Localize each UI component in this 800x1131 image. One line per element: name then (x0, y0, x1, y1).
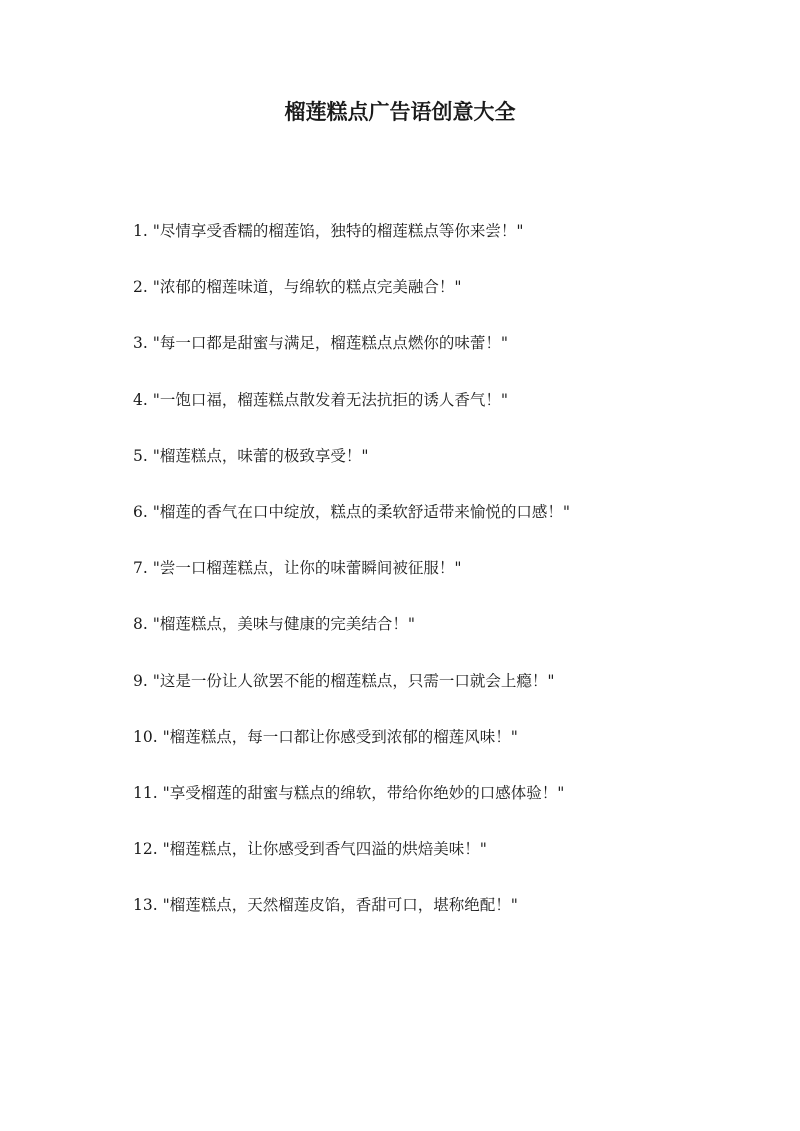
item-number: 7. (133, 559, 148, 578)
item-text: "享受榴莲的甜蜜与糕点的绵软，带给你绝妙的口感体验！" (162, 783, 565, 802)
item-number: 5. (133, 446, 148, 465)
item-number: 1. (133, 222, 148, 240)
list-item (133, 497, 753, 527)
item-text: "这是一份让人欲罢不能的榴莲糕点，只需一口就会上瘾！" (152, 671, 555, 690)
item-text: "浓郁的榴莲味道，与绵软的糕点完美融合！" (152, 278, 462, 297)
item-number: 13. (133, 896, 158, 915)
item-number: 4. (133, 390, 148, 409)
list-item (133, 722, 753, 752)
item-text: "榴莲糕点，味蕾的极致享受！" (152, 446, 369, 465)
item-text: "榴莲糕点，让你感受到香气四溢的烘焙美味！" (162, 840, 487, 859)
list-item (133, 216, 753, 246)
list-item (133, 890, 753, 920)
item-number: 3. (133, 334, 148, 353)
slogan-list (133, 216, 753, 946)
list-item (133, 272, 753, 302)
list-item (133, 778, 753, 808)
item-text: "榴莲糕点，每一口都让你感受到浓郁的榴莲风味！" (162, 727, 518, 746)
item-number: 11. (133, 783, 158, 802)
item-number: 2. (133, 278, 148, 297)
list-item (133, 834, 753, 864)
list-item (133, 328, 753, 358)
item-text: "榴莲糕点，天然榴莲皮馅，香甜可口，堪称绝配！" (162, 896, 518, 915)
item-number: 9. (133, 671, 148, 690)
item-text: "每一口都是甜蜜与满足，榴莲糕点点燃你的味蕾！" (152, 334, 508, 353)
item-text: "尝一口榴莲糕点，让你的味蕾瞬间被征服！" (152, 559, 462, 578)
list-item (133, 553, 753, 583)
page-title: 榴莲糕点广告语创意大全 (284, 99, 516, 124)
item-text: "榴莲糕点，美味与健康的完美结合！" (152, 615, 415, 634)
list-item (133, 666, 753, 696)
item-number: 6. (133, 502, 148, 521)
item-text: "榴莲的香气在口中绽放，糕点的柔软舒适带来愉悦的口感！" (152, 502, 570, 521)
list-item (133, 441, 753, 471)
item-text: "尽情享受香糯的榴莲馅，独特的榴莲糕点等你来尝！" (152, 222, 524, 240)
item-number: 12. (133, 840, 158, 859)
item-text: "一饱口福，榴莲糕点散发着无法抗拒的诱人香气！" (152, 390, 508, 409)
item-number: 8. (133, 615, 148, 634)
list-item (133, 385, 753, 415)
item-number: 10. (133, 727, 158, 746)
list-item (133, 609, 753, 639)
